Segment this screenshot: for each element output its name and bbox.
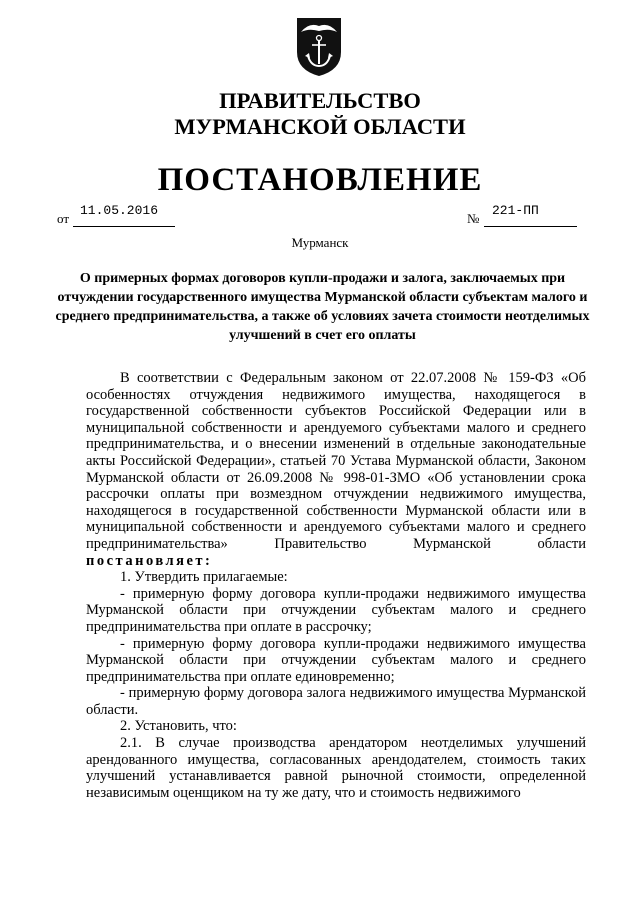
date-value: 11.05.2016 — [80, 203, 159, 218]
preamble-text: В соответствии с Федеральным законом от 22.07.2008 № 159-ФЗ «Об особенностях отчуждения недвижимого имущества, находящегося в государственной собственности субъектов Российской Федерации или в муниципальной собственности и арендуемого субъектами малого и среднего предпринимательства, и о внесении изменений в отдельные законодательные акты Российской Федерации», статьей 70 Устава Мурманской области, Законом Мурманской области от 26.09.2008 № 998-01-ЗМО «Об установлении срока рассрочки оплаты при возмездном отчуждении недвижимого имущества, находящегося в государственной собственности Мурманской области или в муниципальной собственности и арендуемого субъектами малого и среднего предпринимательства» Правительство Мурманской области — [86, 370, 586, 552]
government-name-line1: ПРАВИТЕЛЬСТВО — [219, 88, 421, 113]
paragraph-preamble — [86, 370, 586, 569]
number-value: 221-ПП — [492, 203, 539, 218]
document-type-heading: ПОСТАНОВЛЕНИЕ — [157, 162, 483, 198]
paragraph-item-1-c: - примерную форму договора залога недвижимого имущества Мурманской области. — [86, 685, 586, 718]
coat-of-arms-icon — [293, 14, 345, 78]
paragraph-item-1-a: - примерную форму договора купли-продажи недвижимого имущества Мурманской области при отчуждении субъектам малого и среднего предпринимательства при оплате в рассрочку; — [86, 585, 586, 635]
document-title: О примерных формах договоров купли-продажи и залога, заключаемых при отчуждении государственного имущества Мурманской области субъектам малого и среднего предпринимательства, а также об условиях зачета стоимости неотделимых улучшений в счет его оплаты — [55, 271, 590, 343]
government-name-line2: МУРМАНСКОЙ ОБЛАСТИ — [174, 114, 466, 139]
resolves-keyword: постановляет: — [86, 552, 213, 569]
number-label: № — [467, 211, 480, 226]
paragraph-item-1: 1. Утвердить прилагаемые: — [120, 569, 288, 586]
paragraph-item-2: 2. Установить, что: — [120, 718, 237, 735]
paragraph-item-2-1: 2.1. В случае производства арендатором неотделимых улучшений арендованного имущества, согласованных арендодателем, стоимость таких улучшений устанавливается равной рыночной стоимости, определенной независимым оценщиком на ту же дату, что и стоимость недвижимого — [86, 735, 586, 801]
paragraph-item-1-b: - примерную форму договора купли-продажи недвижимого имущества Мурманской области при отчуждении субъектам малого и среднего предпринимательства при оплате единовременно; — [86, 635, 586, 685]
city-name: Мурманск — [291, 235, 349, 250]
date-label: от — [57, 211, 70, 226]
document-body — [86, 370, 586, 801]
